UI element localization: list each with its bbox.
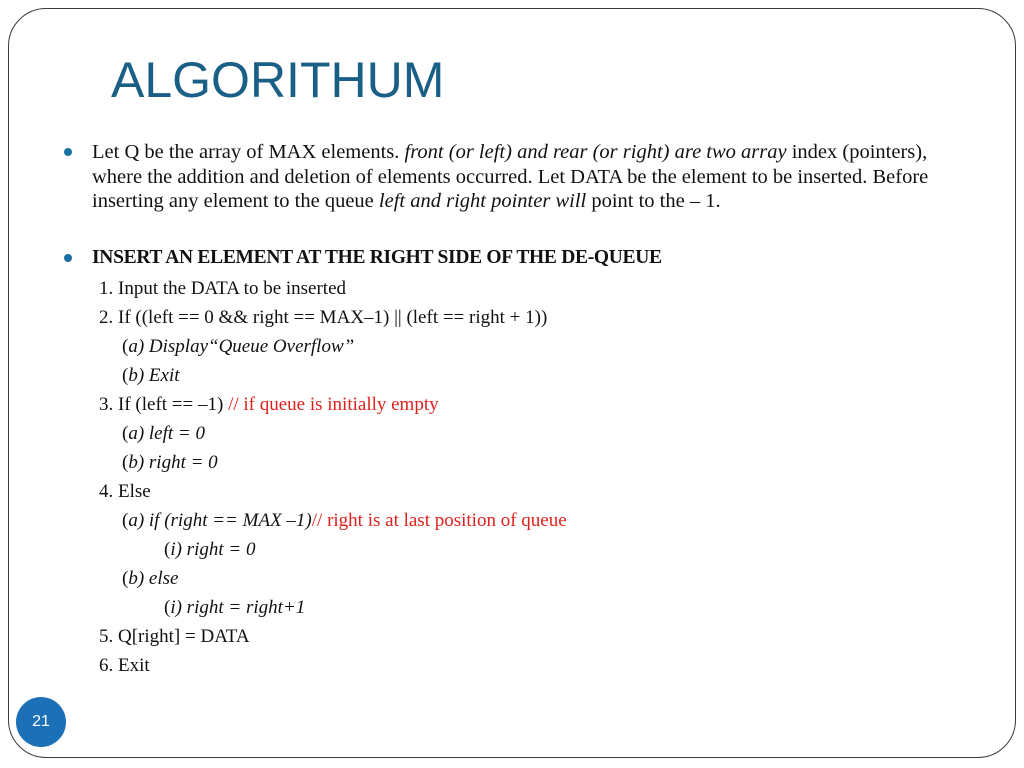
- sub-text: ) right = 0: [137, 452, 218, 473]
- step-3b: [122, 452, 218, 474]
- sub-letter: a: [128, 336, 138, 357]
- slide-title: ALGORITHUM: [111, 52, 445, 108]
- bullet-text-italic: left and right pointer will: [378, 190, 587, 212]
- step-4b: [122, 568, 178, 590]
- paren: (: [122, 568, 129, 589]
- paren: (: [164, 597, 171, 618]
- step-text: 3. If (left == –1): [99, 394, 229, 415]
- code-comment: // right is at last position of queue: [311, 510, 567, 531]
- paren: (: [122, 452, 129, 473]
- step-4: 4. Else: [99, 481, 151, 502]
- code-comment: // if queue is initially empty: [228, 394, 439, 415]
- step-4b-i: [164, 597, 305, 619]
- bullet-paragraph: [92, 140, 962, 214]
- page-number-badge: 21: [16, 697, 66, 747]
- sub-text: ) Exit: [137, 365, 180, 386]
- sub-letter: i: [170, 539, 176, 560]
- paren: (: [122, 365, 129, 386]
- step-4a-i: [164, 539, 255, 561]
- bullet-text-segment: point to the – 1.: [586, 190, 721, 212]
- bullet-text-segment: index (pointers), where the addition and deletion of elements occurred. Let DATA be the element to be inserted. Before inserting any element to the queue: [92, 141, 929, 212]
- paren: (: [122, 336, 129, 357]
- sub-letter: b: [128, 365, 138, 386]
- bullet-dot-icon: [64, 254, 72, 262]
- sub-text: ) right = 0: [175, 539, 256, 560]
- sub-text: ) Display“Queue Overflow”: [137, 336, 355, 357]
- sub-text: ) right = right+1: [175, 597, 306, 618]
- step-2b: [122, 365, 180, 387]
- step-3a: [122, 423, 205, 445]
- bullet-text-segment: Let Q be the array of MAX elements.: [92, 141, 405, 163]
- step-1: 1. Input the DATA to be inserted: [99, 278, 347, 299]
- sub-text: ) left = 0: [137, 423, 205, 444]
- bullet-text-italic: front (or left) and rear (or right) are two array: [404, 141, 787, 163]
- sub-letter: b: [128, 568, 138, 589]
- sub-text: ) if (right == MAX –1): [137, 510, 312, 531]
- step-2: 2. If ((left == 0 && right == MAX–1) || (left == right + 1)): [99, 307, 548, 328]
- step-3: [99, 394, 439, 416]
- sub-letter: i: [170, 597, 176, 618]
- paren: (: [122, 423, 129, 444]
- bullet-dot-icon: [64, 148, 72, 156]
- sub-letter: a: [128, 510, 138, 531]
- sub-letter: b: [128, 452, 138, 473]
- step-4a: [122, 510, 567, 532]
- paren: (: [122, 510, 129, 531]
- step-5: 5. Q[right] = DATA: [99, 626, 250, 647]
- sub-letter: a: [128, 423, 138, 444]
- paren: (: [164, 539, 171, 560]
- section-heading: INSERT AN ELEMENT AT THE RIGHT SIDE OF THE DE-QUEUE: [92, 247, 662, 268]
- step-2a: [122, 336, 354, 358]
- step-6: 6. Exit: [99, 655, 150, 676]
- sub-text: ) else: [137, 568, 179, 589]
